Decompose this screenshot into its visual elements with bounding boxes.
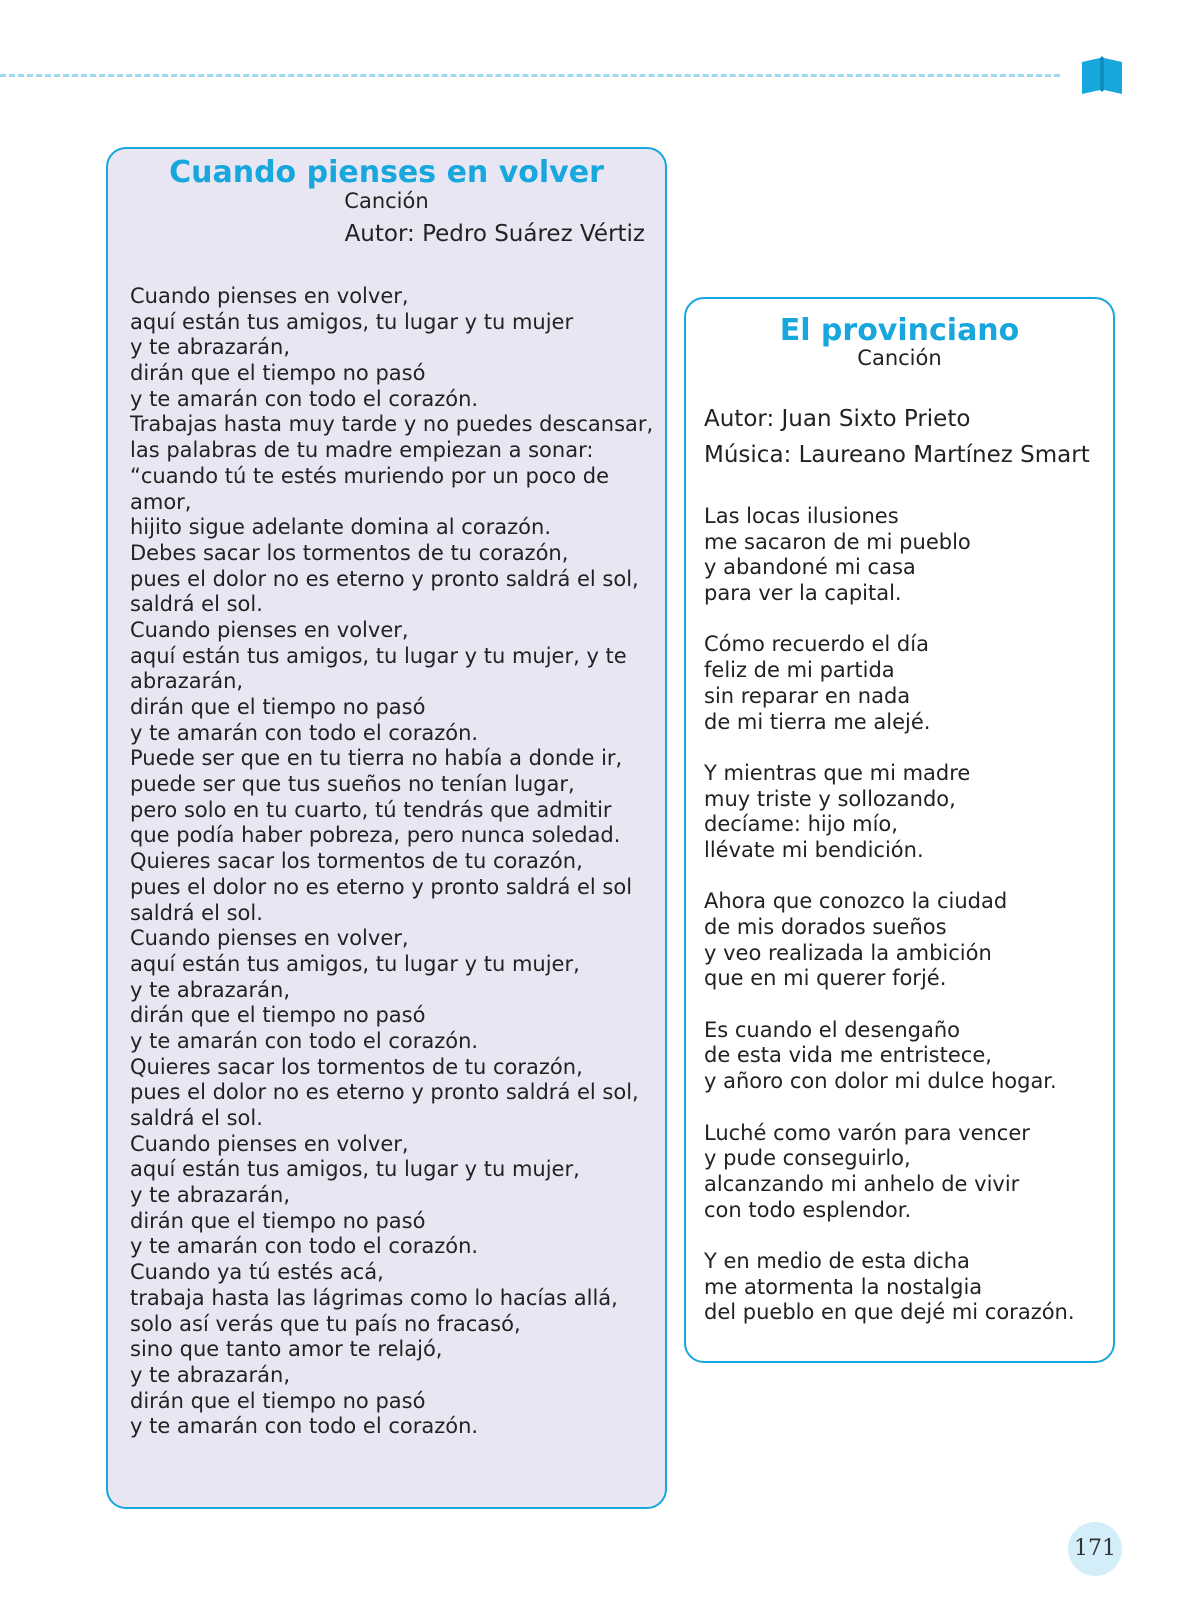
lyric-line: saldrá el sol. <box>130 900 263 925</box>
song-author: Autor: Pedro Suárez Vértiz <box>344 221 645 247</box>
lyric-line: y abandoné mi casa <box>704 555 916 580</box>
lyric-line: Y en medio de esta dicha <box>704 1248 970 1273</box>
lyric-line: Puede ser que en tu tierra no había a donde ir, <box>130 746 623 771</box>
lyric-line: feliz de mi partida <box>704 658 895 683</box>
lyric-line: y te abrazarán, <box>130 1183 291 1208</box>
lyric-line: con todo esplendor. <box>704 1197 912 1222</box>
lyric-line: para ver la capital. <box>704 581 902 606</box>
stanza <box>704 761 1075 864</box>
lyric-line: Luché como varón para vencer <box>704 1120 1030 1145</box>
lyric-line: y veo realizada la ambición <box>704 940 992 965</box>
song-card-cuando-pienses-en-volver <box>106 147 667 1509</box>
lyric-line: y te amarán con todo el corazón. <box>130 720 479 745</box>
lyric-line: Quieres sacar los tormentos de tu corazón, <box>130 849 583 874</box>
lyric-line: me atormenta la nostalgia <box>704 1274 983 1299</box>
song-card-el-provinciano <box>684 297 1115 1363</box>
dashed-header-rule <box>0 74 1060 77</box>
lyric-line: Debes sacar los tormentos de tu corazón, <box>130 540 569 565</box>
lyric-line: pues el dolor no es eterno y pronto saldrá el sol, <box>130 566 639 591</box>
stanza <box>704 504 1075 607</box>
stanza <box>704 1249 1075 1326</box>
song-music-credit: Música: Laureano Martínez Smart <box>704 442 1090 468</box>
lyric-line: pero solo en tu cuarto, tú tendrás que admitir <box>130 797 612 822</box>
lyric-line: aquí están tus amigos, tu lugar y tu mujer, <box>130 1157 580 1182</box>
lyric-line: sin reparar en nada <box>704 683 911 708</box>
lyric-line: Quieres sacar los tormentos de tu corazón, <box>130 1054 583 1079</box>
lyric-line: y te abrazarán, <box>130 335 291 360</box>
stanza <box>704 1018 1075 1095</box>
lyric-line: aquí están tus amigos, tu lugar y tu mujer <box>130 309 574 334</box>
lyric-line: abrazarán, <box>130 669 244 694</box>
lyric-line: y te abrazarán, <box>130 977 291 1002</box>
lyric-line: trabaja hasta las lágrimas como lo hacías allá, <box>130 1285 618 1310</box>
lyric-line: de mis dorados sueños <box>704 915 947 939</box>
lyric-line: las palabras de tu madre empiezan a sonar: <box>130 438 594 463</box>
lyric-line: solo así verás que tu país no fracasó, <box>130 1311 521 1336</box>
lyric-line: de mi tierra me alejé. <box>704 709 931 734</box>
lyric-line: Cuando pienses en volver, <box>130 617 409 642</box>
lyric-line: me sacaron de mi pueblo <box>704 529 971 554</box>
lyric-line: y te amarán con todo el corazón. <box>130 386 479 411</box>
song-title: El provinciano <box>779 313 1020 348</box>
lyric-line: dirán que el tiempo no pasó <box>130 1208 426 1233</box>
page-number: 171 <box>1068 1522 1122 1576</box>
lyric-line: saldrá el sol. <box>130 592 263 617</box>
lyric-line: y te amarán con todo el corazón. <box>130 1234 479 1259</box>
lyric-line: alcanzando mi anhelo de vivir <box>704 1171 1020 1196</box>
lyric-line: y te abrazarán, <box>130 1362 291 1387</box>
lyric-line: aquí están tus amigos, tu lugar y tu mujer, y te <box>130 643 627 668</box>
lyric-line: amor, <box>130 489 192 514</box>
stanza <box>704 1121 1075 1224</box>
lyric-line: decíame: hijo mío, <box>704 812 898 837</box>
lyric-line: dirán que el tiempo no pasó <box>130 695 426 719</box>
lyric-line: Cuando ya tú estés acá, <box>130 1260 384 1285</box>
lyric-line: pues el dolor no es eterno y pronto saldrá el sol <box>130 874 633 899</box>
lyric-line: muy triste y sollozando, <box>704 786 956 811</box>
lyric-line: hijito sigue adelante domina al corazón. <box>130 515 551 540</box>
song-type-label: Canción <box>344 189 429 213</box>
stanza <box>704 889 1075 992</box>
lyric-line: saldrá el sol. <box>130 1106 263 1130</box>
lyric-line: que podía haber pobreza, pero nunca soledad. <box>130 823 621 848</box>
lyric-line: llévate mi bendición. <box>704 837 924 862</box>
lyric-line: dirán que el tiempo no pasó <box>130 361 426 386</box>
lyric-line: pues el dolor no es eterno y pronto saldrá el sol, <box>130 1080 639 1105</box>
song-lyrics <box>130 284 653 1440</box>
lyric-line: que en mi querer forjé. <box>704 966 947 991</box>
lyric-line: Cuando pienses en volver, <box>130 926 409 951</box>
lyric-line: y te amarán con todo el corazón. <box>130 1028 479 1053</box>
lyric-line: y pude conseguirlo, <box>704 1146 911 1171</box>
lyric-line: y añoro con dolor mi dulce hogar. <box>704 1069 1057 1094</box>
lyric-line: “cuando tú te estés muriendo por un poco de <box>130 463 610 488</box>
lyric-line: Cuando pienses en volver, <box>130 1131 409 1156</box>
lyric-line: Ahora que conozco la ciudad <box>704 889 1008 914</box>
lyric-line: aquí están tus amigos, tu lugar y tu mujer, <box>130 951 580 976</box>
lyric-line: del pueblo en que dejé mi corazón. <box>704 1300 1075 1325</box>
lyric-line: dirán que el tiempo no pasó <box>130 1388 426 1413</box>
lyric-line: dirán que el tiempo no pasó <box>130 1003 426 1028</box>
lyric-line: Las locas ilusiones <box>704 504 899 528</box>
lyric-line: Trabajas hasta muy tarde y no puedes descansar, <box>130 412 654 437</box>
lyric-line: Cuando pienses en volver, <box>130 284 409 308</box>
song-lyrics <box>704 504 1075 1326</box>
stanza <box>704 632 1075 735</box>
song-author: Autor: Juan Sixto Prieto <box>704 406 971 432</box>
lyric-line: Cómo recuerdo el día <box>704 632 929 657</box>
lyric-line: Y mientras que mi madre <box>704 760 971 785</box>
lyric-line: Es cuando el desengaño <box>704 1017 960 1042</box>
song-type-label: Canción <box>857 346 942 370</box>
lyric-line: sino que tanto amor te relajó, <box>130 1337 443 1362</box>
lyric-line: puede ser que tus sueños no tenían lugar, <box>130 772 575 797</box>
book-icon <box>1080 56 1124 94</box>
lyric-line: de esta vida me entristece, <box>704 1043 992 1068</box>
lyric-line: y te amarán con todo el corazón. <box>130 1414 479 1439</box>
song-title: Cuando pienses en volver <box>169 155 604 190</box>
